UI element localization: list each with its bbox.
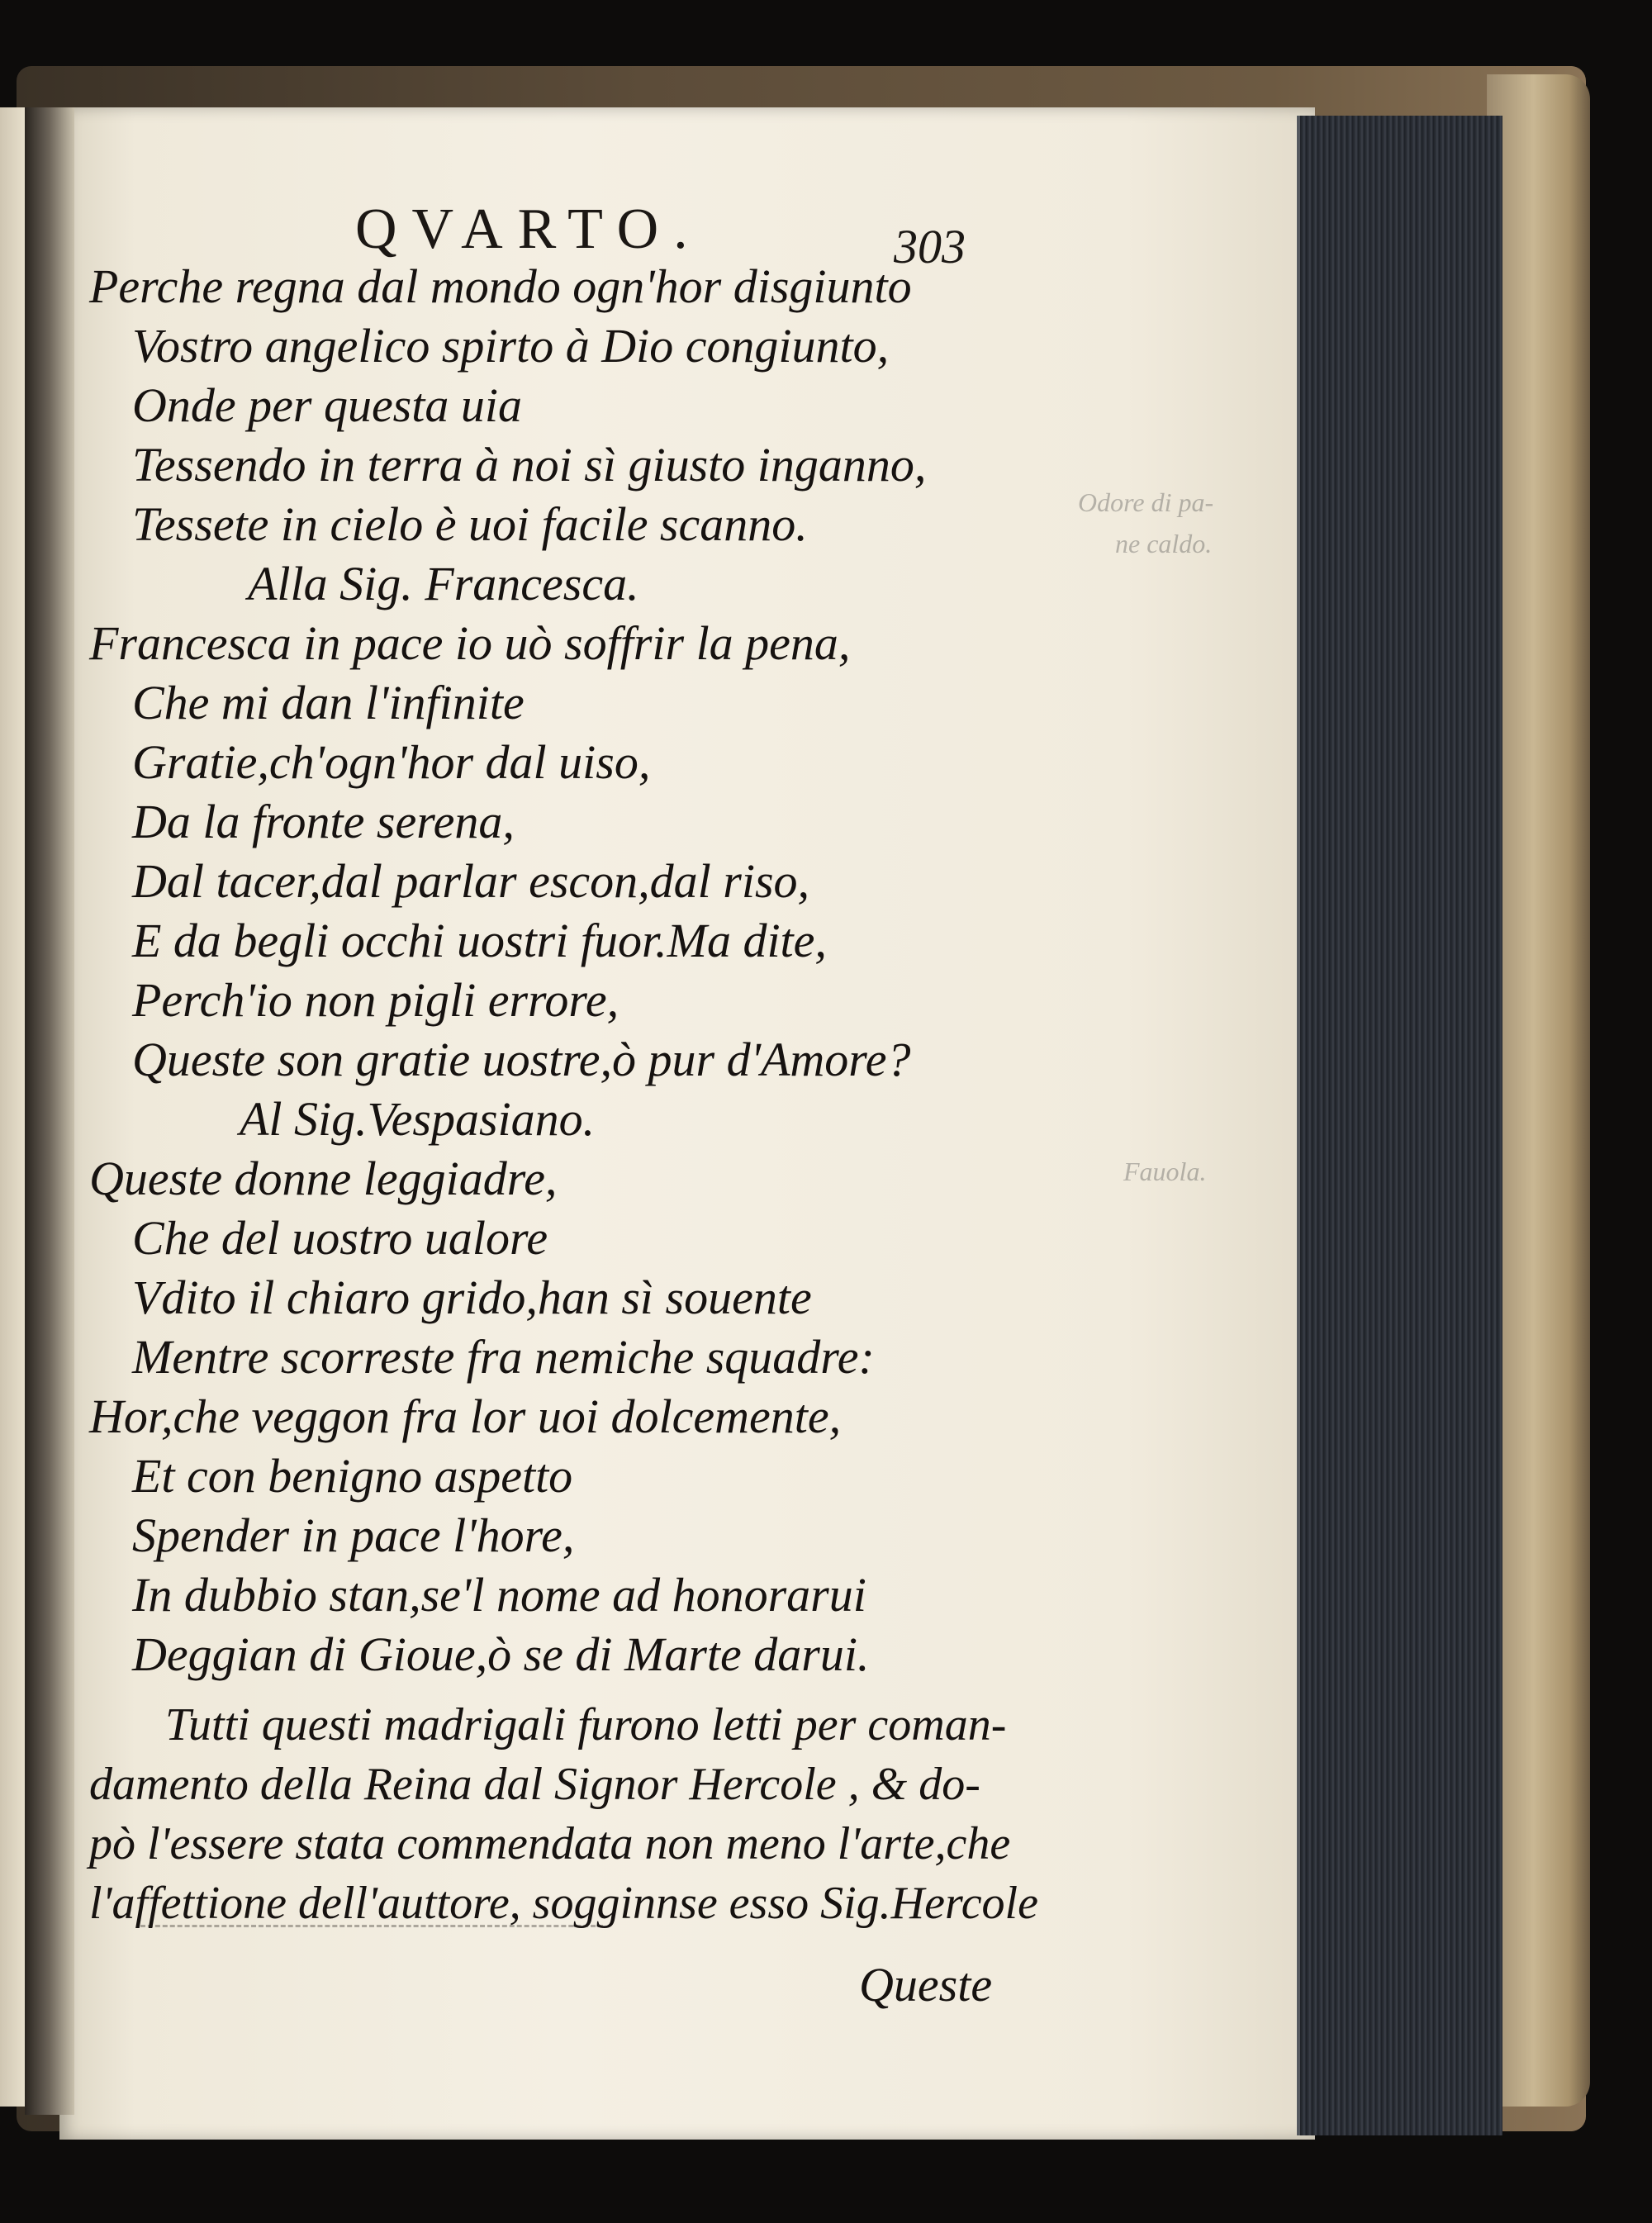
poem-title: Al Sig.Vespasiano. [240, 1092, 596, 1146]
verse-line: Che del uostro ualore [132, 1211, 548, 1265]
verse-line: Onde per questa uia [132, 378, 522, 432]
verse-line: Mentre scorreste fra nemiche squadre: [132, 1330, 875, 1384]
verse-line: Perche regna dal mondo ogn'hor disgiunto [89, 259, 912, 313]
poem-title: Alla Sig. Francesca. [248, 557, 639, 610]
page-number: 303 [894, 220, 966, 273]
margin-note: ne caldo. [1115, 529, 1213, 558]
margin-note: Odore di pa- [1078, 487, 1214, 517]
verse-line: Francesca in pace io uò soffrir la pena, [89, 616, 851, 670]
verse-line: Da la fronte serena, [132, 795, 515, 848]
verse-line: Queste son gratie uostre,ò pur d'Amore? [132, 1033, 911, 1086]
prose-line: pò l'essere stata commendata non meno l'arte,che [89, 1818, 1011, 1869]
verse-line: Perch'io non pigli errore, [132, 973, 620, 1027]
verse-line: Spender in pace l'hore, [132, 1508, 575, 1562]
verse-line: Vdito il chiaro grido,han sì souente [132, 1271, 812, 1324]
prose-line: damento della Reina dal Signor Hercole , & do- [89, 1759, 980, 1810]
verse-line: Tessete in cielo è uoi facile scanno. [132, 497, 808, 551]
prose-line: Tutti questi madrigali furono letti per coman- [165, 1699, 1007, 1750]
verse-line: Che mi dan l'infinite [132, 676, 525, 729]
catchword: Queste [859, 1958, 993, 2012]
verse-line: Dal tacer,dal parlar escon,dal riso, [132, 854, 810, 908]
verse-line: Gratie,ch'ogn'hor dal uiso, [132, 735, 651, 789]
verse-line: Hor,che veggon fra lor uoi dolcemente, [89, 1389, 842, 1443]
verse-line: Et con benigno aspetto [132, 1449, 573, 1503]
prose-line: l'affettione dell'auttore, sogginnse esso Sig.Hercole [89, 1878, 1038, 1929]
verse-line: Queste donne leggiadre, [89, 1152, 558, 1205]
running-head: QVARTO. [355, 197, 703, 261]
verse-line: E da begli occhi uostri fuor.Ma dite, [132, 914, 827, 967]
verse-line: Deggian di Gioue,ò se di Marte darui. [132, 1627, 870, 1681]
verse-line: Vostro angelico spirto à Dio congiunto, [132, 319, 890, 373]
signature-rule [140, 1925, 603, 1927]
verse-line: In dubbio stan,se'l nome ad honorarui [132, 1568, 866, 1622]
verse-line: Tessendo in terra à noi sì giusto inganno, [132, 438, 927, 492]
margin-note: Fauola. [1123, 1157, 1207, 1186]
